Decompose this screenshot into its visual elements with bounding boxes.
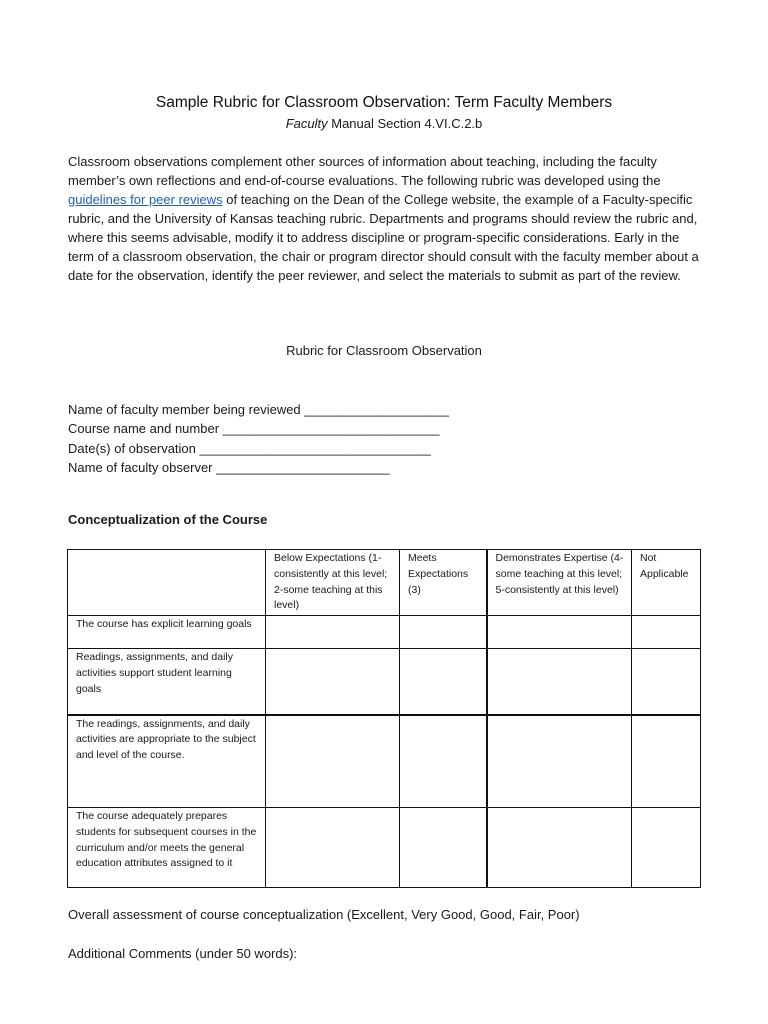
criterion-label: The course has explicit learning goals <box>68 616 266 649</box>
rating-cell[interactable] <box>400 616 487 649</box>
overall-assessment: Overall assessment of course conceptualization (Excellent, Very Good, Good, Fair, Poor) <box>68 907 580 922</box>
rubric-section-title: Rubric for Classroom Observation <box>286 343 482 358</box>
table-row <box>68 649 701 715</box>
subtitle-rest: Manual Section 4.VI.C.2.b <box>327 116 483 131</box>
table-row <box>68 715 701 808</box>
document-subtitle <box>0 116 768 131</box>
table-row <box>68 808 701 888</box>
header-meets-expectations: Meets Expectations (3) <box>400 550 487 616</box>
criterion-label: Readings, assignments, and daily activities support student learning goals <box>68 649 266 715</box>
rating-cell[interactable] <box>487 715 632 808</box>
rating-cell[interactable] <box>632 808 701 888</box>
rating-cell[interactable] <box>266 616 400 649</box>
faculty-member-field[interactable]: Name of faculty member being reviewed ____________________ <box>68 402 449 417</box>
rating-cell[interactable] <box>400 808 487 888</box>
rating-cell[interactable] <box>266 808 400 888</box>
rating-cell[interactable] <box>266 649 400 715</box>
rubric-table <box>67 549 701 888</box>
additional-comments-label: Additional Comments (under 50 words): <box>68 946 298 961</box>
table-header-row <box>68 550 701 616</box>
date-field[interactable]: Date(s) of observation ________________________________ <box>68 440 431 456</box>
peer-review-guidelines-link[interactable]: guidelines for peer reviews <box>68 192 223 207</box>
header-not-applicable: Not Applicable <box>632 550 701 616</box>
criterion-label: The course adequately prepares students for subsequent courses in the curriculum and/or meets the general education attributes assigned to it <box>68 808 266 888</box>
intro-paragraph <box>68 152 708 285</box>
rating-cell[interactable] <box>632 616 701 649</box>
subtitle-italic: Faculty <box>285 116 328 131</box>
table-header-empty <box>68 550 266 616</box>
rating-cell[interactable] <box>487 649 632 715</box>
criterion-label: The readings, assignments, and daily activities are appropriate to the subject and level of the course. <box>68 715 266 808</box>
intro-text-after-link: of teaching on the Dean of the College website, the example of a Faculty-specific rubric, and the University of Kansas teaching rubric. Departments and programs should review the rubric and, where this seems advisable, modify it to address discipline or program-specific considerations. Early in the term of a classroom observation, the chair or program director should consult with the faculty member about a date for the observation, identify the peer reviewer, and select the materials to submit as part of the review. <box>68 192 699 283</box>
rating-cell[interactable] <box>632 715 701 808</box>
observer-field[interactable]: Name of faculty observer ________________________ <box>68 459 390 475</box>
observation-fields <box>68 400 449 477</box>
rating-cell[interactable] <box>487 808 632 888</box>
rating-cell[interactable] <box>266 715 400 808</box>
rating-cell[interactable] <box>400 649 487 715</box>
document-title: Sample Rubric for Classroom Observation: Term Faculty Members <box>155 94 613 111</box>
course-field[interactable]: Course name and number ______________________________ <box>68 421 440 437</box>
header-demonstrates-expertise: Demonstrates Expertise (4-some teaching at this level; 5-consistently at this level) <box>487 550 632 616</box>
table-row <box>68 616 701 649</box>
conceptualization-heading: Conceptualization of the Course <box>68 512 268 527</box>
rating-cell[interactable] <box>632 649 701 715</box>
rating-cell[interactable] <box>400 715 487 808</box>
header-below-expectations: Below Expectations (1-consistently at this level; 2-some teaching at this level) <box>266 550 400 616</box>
rating-cell[interactable] <box>487 616 632 649</box>
intro-text-before-link: Classroom observations complement other sources of information about teaching, including the faculty member’s own reflections and end-of-course evaluations. The following rubric was developed using the <box>68 154 661 188</box>
